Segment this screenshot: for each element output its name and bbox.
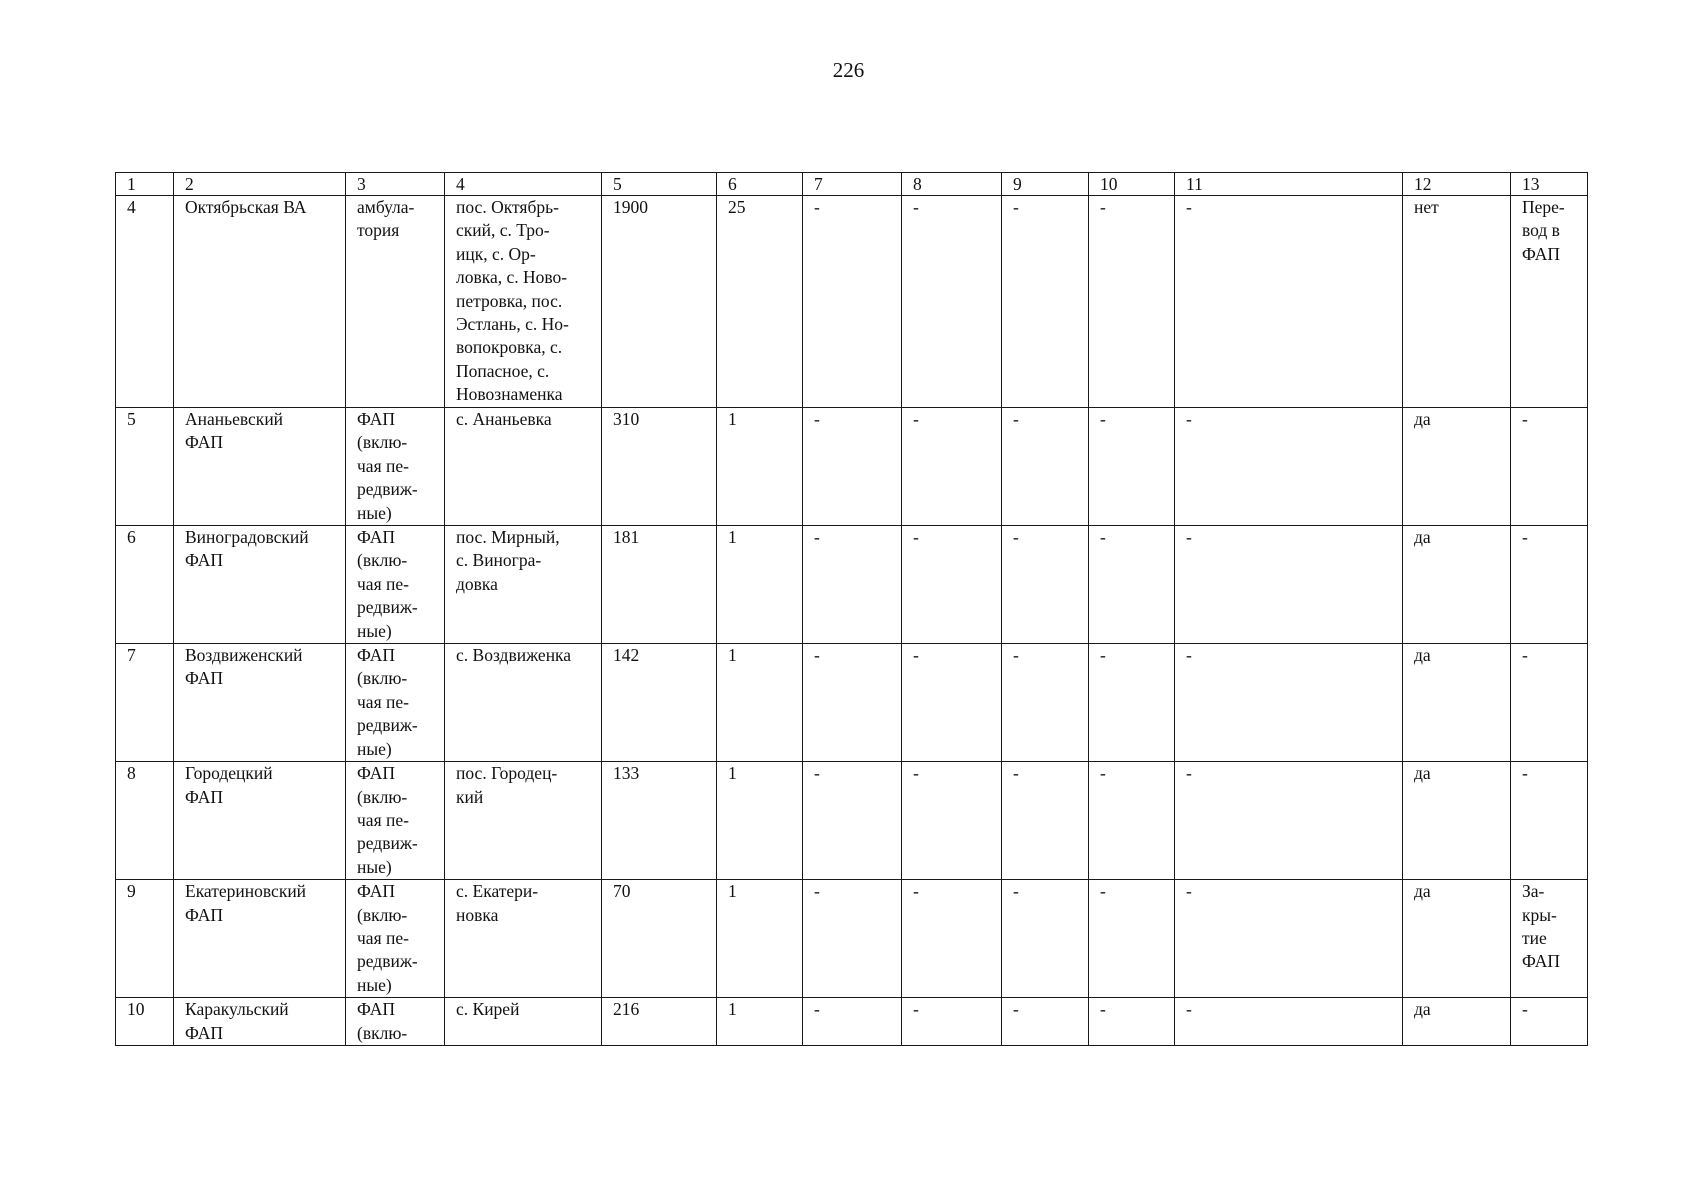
cell-col13-value: -: [1511, 998, 1588, 1046]
cell-row-number: 5: [116, 408, 174, 526]
table-row: [116, 644, 1588, 762]
column-header-11: 11: [1175, 173, 1403, 196]
table-row: [116, 880, 1588, 998]
cell-col10-value: -: [1089, 408, 1175, 526]
cell-col8-value: -: [902, 196, 1002, 408]
cell-col13-value: Пере- вод в ФАП: [1511, 196, 1588, 408]
cell-population: 181: [602, 526, 717, 644]
cell-staff-count: 1: [717, 408, 803, 526]
cell-col10-value: -: [1089, 196, 1175, 408]
cell-population: 1900: [602, 196, 717, 408]
cell-col8-value: -: [902, 880, 1002, 998]
cell-col9-value: -: [1002, 408, 1089, 526]
cell-facility-type: амбула- тория: [346, 196, 445, 408]
cell-col11-value: -: [1175, 644, 1403, 762]
cell-row-number: 8: [116, 762, 174, 880]
cell-facility-name: Воздвиженский ФАП: [174, 644, 346, 762]
cell-facility-type: ФАП (вклю- чая пе- редвиж- ные): [346, 644, 445, 762]
column-header-2: 2: [174, 173, 346, 196]
cell-col9-value: -: [1002, 644, 1089, 762]
cell-population: 310: [602, 408, 717, 526]
cell-facility-name: Ананьевский ФАП: [174, 408, 346, 526]
column-header-5: 5: [602, 173, 717, 196]
cell-staff-count: 1: [717, 526, 803, 644]
cell-col10-value: -: [1089, 526, 1175, 644]
cell-staff-count: 1: [717, 998, 803, 1046]
cell-col11-value: -: [1175, 762, 1403, 880]
table-row: [116, 762, 1588, 880]
cell-col10-value: -: [1089, 998, 1175, 1046]
cell-col10-value: -: [1089, 644, 1175, 762]
cell-col11-value: -: [1175, 196, 1403, 408]
cell-col13-value: -: [1511, 408, 1588, 526]
cell-facility-name: Екатериновский ФАП: [174, 880, 346, 998]
cell-population: 70: [602, 880, 717, 998]
cell-col13-value: -: [1511, 644, 1588, 762]
column-header-10: 10: [1089, 173, 1175, 196]
column-header-13: 13: [1511, 173, 1588, 196]
column-header-7: 7: [803, 173, 902, 196]
column-header-12: 12: [1403, 173, 1511, 196]
cell-settlements: с. Кирей: [445, 998, 602, 1046]
cell-col11-value: -: [1175, 408, 1403, 526]
column-header-3: 3: [346, 173, 445, 196]
cell-row-number: 10: [116, 998, 174, 1046]
cell-facility-name: Октябрьская ВА: [174, 196, 346, 408]
cell-col9-value: -: [1002, 880, 1089, 998]
table-row: [116, 998, 1588, 1046]
cell-facility-type: ФАП (вклю- чая пе- редвиж- ные): [346, 526, 445, 644]
cell-population: 216: [602, 998, 717, 1046]
cell-facility-name: Каракульский ФАП: [174, 998, 346, 1046]
cell-staff-count: 1: [717, 880, 803, 998]
cell-row-number: 4: [116, 196, 174, 408]
table-body: [116, 196, 1588, 1046]
cell-settlements: с. Ананьевка: [445, 408, 602, 526]
cell-col7-value: -: [803, 644, 902, 762]
cell-col9-value: -: [1002, 998, 1089, 1046]
cell-settlements: пос. Городец- кий: [445, 762, 602, 880]
table-row: [116, 196, 1588, 408]
cell-settlements: с. Екатери- новка: [445, 880, 602, 998]
cell-col12-value: да: [1403, 526, 1511, 644]
cell-staff-count: 25: [717, 196, 803, 408]
cell-settlements: пос. Октябрь- ский, с. Тро- ицк, с. Ор- ловка, с. Ново- петровка, пос. Эстлань, с. Но- вопокровка, с. Попасное, с. Новознаменка: [445, 196, 602, 408]
cell-col8-value: -: [902, 998, 1002, 1046]
cell-col9-value: -: [1002, 762, 1089, 880]
cell-col10-value: -: [1089, 880, 1175, 998]
cell-col8-value: -: [902, 526, 1002, 644]
cell-col12-value: да: [1403, 998, 1511, 1046]
column-header-4: 4: [445, 173, 602, 196]
cell-col9-value: -: [1002, 526, 1089, 644]
cell-population: 142: [602, 644, 717, 762]
page-number: 226: [832, 58, 865, 82]
data-table: [115, 172, 1588, 1046]
cell-col8-value: -: [902, 408, 1002, 526]
column-header-8: 8: [902, 173, 1002, 196]
cell-col12-value: да: [1403, 762, 1511, 880]
cell-col13-value: -: [1511, 762, 1588, 880]
cell-facility-type: ФАП (вклю- чая пе- редвиж- ные): [346, 880, 445, 998]
cell-col7-value: -: [803, 526, 902, 644]
cell-staff-count: 1: [717, 644, 803, 762]
cell-col7-value: -: [803, 408, 902, 526]
column-header-1: 1: [116, 173, 174, 196]
cell-facility-type: ФАП (вклю-: [346, 998, 445, 1046]
cell-facility-name: Виноградовский ФАП: [174, 526, 346, 644]
cell-col7-value: -: [803, 880, 902, 998]
cell-settlements: пос. Мирный, с. Виногра- довка: [445, 526, 602, 644]
table-row: [116, 408, 1588, 526]
cell-col11-value: -: [1175, 526, 1403, 644]
cell-col12-value: да: [1403, 644, 1511, 762]
table-row: [116, 526, 1588, 644]
cell-col13-value: -: [1511, 526, 1588, 644]
cell-col12-value: да: [1403, 880, 1511, 998]
column-header-9: 9: [1002, 173, 1089, 196]
cell-col10-value: -: [1089, 762, 1175, 880]
cell-row-number: 7: [116, 644, 174, 762]
cell-col11-value: -: [1175, 880, 1403, 998]
cell-col7-value: -: [803, 196, 902, 408]
cell-settlements: с. Воздвиженка: [445, 644, 602, 762]
cell-col12-value: нет: [1403, 196, 1511, 408]
cell-col12-value: да: [1403, 408, 1511, 526]
cell-row-number: 6: [116, 526, 174, 644]
column-header-6: 6: [717, 173, 803, 196]
cell-col7-value: -: [803, 762, 902, 880]
cell-col8-value: -: [902, 762, 1002, 880]
cell-facility-name: Городецкий ФАП: [174, 762, 346, 880]
cell-facility-type: ФАП (вклю- чая пе- редвиж- ные): [346, 408, 445, 526]
cell-staff-count: 1: [717, 762, 803, 880]
cell-col7-value: -: [803, 998, 902, 1046]
cell-col13-value: За- кры- тие ФАП: [1511, 880, 1588, 998]
cell-population: 133: [602, 762, 717, 880]
cell-col11-value: -: [1175, 998, 1403, 1046]
cell-col9-value: -: [1002, 196, 1089, 408]
cell-facility-type: ФАП (вклю- чая пе- редвиж- ные): [346, 762, 445, 880]
cell-row-number: 9: [116, 880, 174, 998]
cell-col8-value: -: [902, 644, 1002, 762]
column-number-header-row: [116, 173, 1588, 196]
